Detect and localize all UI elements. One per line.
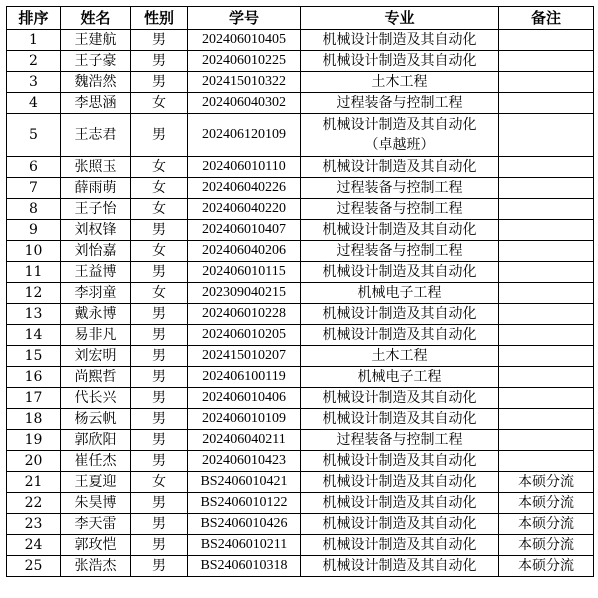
table-row bbox=[7, 304, 594, 325]
cell-name: 尚熙哲 bbox=[61, 367, 131, 388]
cell-major bbox=[301, 220, 499, 241]
cell-sex: 男 bbox=[131, 51, 188, 72]
major-line: 过程装备与控制工程 bbox=[336, 180, 463, 196]
cell-sex: 女 bbox=[131, 199, 188, 220]
cell-note: 本硕分流 bbox=[499, 535, 594, 556]
cell-note bbox=[499, 346, 594, 367]
cell-no: 23 bbox=[7, 514, 61, 535]
major-line: 机械设计制造及其自动化 bbox=[322, 306, 477, 322]
cell-sex: 女 bbox=[131, 241, 188, 262]
cell-major bbox=[301, 451, 499, 472]
major-line: 机械设计制造及其自动化 bbox=[322, 558, 477, 574]
cell-name: 刘权锋 bbox=[61, 220, 131, 241]
cell-no: 20 bbox=[7, 451, 61, 472]
cell-name: 薛雨萌 bbox=[61, 178, 131, 199]
cell-no: 24 bbox=[7, 535, 61, 556]
cell-sex: 男 bbox=[131, 346, 188, 367]
cell-major bbox=[301, 325, 499, 346]
cell-major bbox=[301, 556, 499, 577]
cell-name: 王志君 bbox=[61, 114, 131, 157]
cell-student-id: 202309040215 bbox=[188, 283, 301, 304]
table-row bbox=[7, 178, 594, 199]
cell-sex: 女 bbox=[131, 157, 188, 178]
cell-name: 李天雷 bbox=[61, 514, 131, 535]
table-row bbox=[7, 367, 594, 388]
student-list-table bbox=[6, 6, 594, 577]
student-list-table-container bbox=[6, 6, 594, 577]
table-row bbox=[7, 346, 594, 367]
cell-major bbox=[301, 283, 499, 304]
major-line: 机械设计制造及其自动化 bbox=[322, 117, 477, 133]
cell-name: 王子豪 bbox=[61, 51, 131, 72]
cell-sex: 男 bbox=[131, 409, 188, 430]
cell-major bbox=[301, 304, 499, 325]
cell-sex: 男 bbox=[131, 30, 188, 51]
major-line: 过程装备与控制工程 bbox=[336, 95, 463, 111]
cell-name: 代长兴 bbox=[61, 388, 131, 409]
cell-name: 王子怡 bbox=[61, 199, 131, 220]
cell-sex: 男 bbox=[131, 493, 188, 514]
cell-note bbox=[499, 451, 594, 472]
cell-name: 朱昊博 bbox=[61, 493, 131, 514]
table-row bbox=[7, 493, 594, 514]
cell-major bbox=[301, 199, 499, 220]
cell-note bbox=[499, 30, 594, 51]
cell-note bbox=[499, 325, 594, 346]
cell-major bbox=[301, 30, 499, 51]
header-student-id: 学号 bbox=[188, 7, 301, 30]
cell-student-id: 202406040206 bbox=[188, 241, 301, 262]
cell-name: 易非凡 bbox=[61, 325, 131, 346]
cell-no: 10 bbox=[7, 241, 61, 262]
cell-note bbox=[499, 304, 594, 325]
table-row bbox=[7, 93, 594, 114]
cell-student-id: 202406010423 bbox=[188, 451, 301, 472]
cell-sex: 女 bbox=[131, 472, 188, 493]
cell-note: 本硕分流 bbox=[499, 514, 594, 535]
cell-no: 3 bbox=[7, 72, 61, 93]
cell-note bbox=[499, 367, 594, 388]
cell-student-id: BS2406010318 bbox=[188, 556, 301, 577]
cell-student-id: 202406010406 bbox=[188, 388, 301, 409]
major-line: 机械电子工程 bbox=[357, 369, 442, 385]
cell-name: 刘宏明 bbox=[61, 346, 131, 367]
cell-note bbox=[499, 262, 594, 283]
table-row bbox=[7, 388, 594, 409]
cell-no: 19 bbox=[7, 430, 61, 451]
cell-major bbox=[301, 535, 499, 556]
table-row bbox=[7, 157, 594, 178]
cell-no: 7 bbox=[7, 178, 61, 199]
major-line: 机械设计制造及其自动化 bbox=[322, 453, 477, 469]
cell-name: 王建航 bbox=[61, 30, 131, 51]
cell-note bbox=[499, 409, 594, 430]
cell-sex: 男 bbox=[131, 220, 188, 241]
cell-name: 崔任杰 bbox=[61, 451, 131, 472]
cell-no: 5 bbox=[7, 114, 61, 157]
major-line: 土木工程 bbox=[371, 348, 428, 364]
cell-no: 21 bbox=[7, 472, 61, 493]
cell-student-id: 202406040220 bbox=[188, 199, 301, 220]
cell-no: 9 bbox=[7, 220, 61, 241]
header-note: 备注 bbox=[499, 7, 594, 30]
header-sex: 性别 bbox=[131, 7, 188, 30]
cell-no: 15 bbox=[7, 346, 61, 367]
cell-no: 18 bbox=[7, 409, 61, 430]
table-row bbox=[7, 325, 594, 346]
cell-major bbox=[301, 367, 499, 388]
major-line: 机械设计制造及其自动化 bbox=[322, 390, 477, 406]
cell-student-id: BS2406010426 bbox=[188, 514, 301, 535]
cell-note bbox=[499, 93, 594, 114]
major-line: 机械设计制造及其自动化 bbox=[322, 516, 477, 532]
cell-student-id: 202406100119 bbox=[188, 367, 301, 388]
major-line: 机械设计制造及其自动化 bbox=[322, 222, 477, 238]
header-row bbox=[7, 7, 594, 30]
cell-major bbox=[301, 93, 499, 114]
cell-note bbox=[499, 114, 594, 157]
cell-student-id: 202406010110 bbox=[188, 157, 301, 178]
cell-sex: 男 bbox=[131, 325, 188, 346]
cell-no: 22 bbox=[7, 493, 61, 514]
cell-name: 郭玫恺 bbox=[61, 535, 131, 556]
cell-major bbox=[301, 388, 499, 409]
cell-note: 本硕分流 bbox=[499, 493, 594, 514]
cell-sex: 男 bbox=[131, 514, 188, 535]
cell-sex: 男 bbox=[131, 367, 188, 388]
header-major: 专业 bbox=[301, 7, 499, 30]
cell-note bbox=[499, 430, 594, 451]
cell-sex: 男 bbox=[131, 535, 188, 556]
major-line: 机械设计制造及其自动化 bbox=[322, 495, 477, 511]
cell-sex: 女 bbox=[131, 93, 188, 114]
cell-name: 王益博 bbox=[61, 262, 131, 283]
cell-no: 11 bbox=[7, 262, 61, 283]
cell-student-id: BS2406010122 bbox=[188, 493, 301, 514]
table-row bbox=[7, 72, 594, 93]
major-line: 机械设计制造及其自动化 bbox=[322, 474, 477, 490]
cell-student-id: 202406040226 bbox=[188, 178, 301, 199]
cell-major bbox=[301, 493, 499, 514]
cell-student-id: 202415010207 bbox=[188, 346, 301, 367]
cell-name: 张浩杰 bbox=[61, 556, 131, 577]
cell-name: 张照玉 bbox=[61, 157, 131, 178]
cell-student-id: 202406010225 bbox=[188, 51, 301, 72]
cell-student-id: 202406010405 bbox=[188, 30, 301, 51]
cell-no: 14 bbox=[7, 325, 61, 346]
table-row bbox=[7, 430, 594, 451]
major-line: 土木工程 bbox=[371, 74, 428, 90]
cell-major bbox=[301, 72, 499, 93]
cell-major bbox=[301, 241, 499, 262]
cell-no: 25 bbox=[7, 556, 61, 577]
cell-name: 戴永博 bbox=[61, 304, 131, 325]
cell-student-id: 202406010228 bbox=[188, 304, 301, 325]
major-line: 机械设计制造及其自动化 bbox=[322, 32, 477, 48]
cell-note: 本硕分流 bbox=[499, 556, 594, 577]
cell-student-id: 202406010205 bbox=[188, 325, 301, 346]
header-name: 姓名 bbox=[61, 7, 131, 30]
cell-no: 6 bbox=[7, 157, 61, 178]
cell-student-id: BS2406010421 bbox=[188, 472, 301, 493]
cell-student-id: 202415010322 bbox=[188, 72, 301, 93]
table-row bbox=[7, 114, 594, 157]
cell-major bbox=[301, 346, 499, 367]
cell-note bbox=[499, 199, 594, 220]
cell-note bbox=[499, 178, 594, 199]
table-row bbox=[7, 556, 594, 577]
table-row bbox=[7, 262, 594, 283]
cell-note bbox=[499, 157, 594, 178]
cell-student-id: 202406010407 bbox=[188, 220, 301, 241]
cell-sex: 男 bbox=[131, 388, 188, 409]
cell-major bbox=[301, 262, 499, 283]
cell-sex: 女 bbox=[131, 178, 188, 199]
cell-no: 16 bbox=[7, 367, 61, 388]
cell-sex: 男 bbox=[131, 430, 188, 451]
cell-no: 17 bbox=[7, 388, 61, 409]
cell-major bbox=[301, 514, 499, 535]
cell-sex: 男 bbox=[131, 114, 188, 157]
table-row bbox=[7, 51, 594, 72]
cell-sex: 男 bbox=[131, 262, 188, 283]
cell-no: 13 bbox=[7, 304, 61, 325]
header-no: 排序 bbox=[7, 7, 61, 30]
cell-sex: 男 bbox=[131, 72, 188, 93]
cell-sex: 男 bbox=[131, 304, 188, 325]
table-row bbox=[7, 283, 594, 304]
cell-student-id: BS2406010211 bbox=[188, 535, 301, 556]
cell-sex: 男 bbox=[131, 556, 188, 577]
cell-major bbox=[301, 114, 499, 157]
table-row bbox=[7, 472, 594, 493]
cell-name: 魏浩然 bbox=[61, 72, 131, 93]
cell-note: 本硕分流 bbox=[499, 472, 594, 493]
major-line: 过程装备与控制工程 bbox=[336, 201, 463, 217]
cell-student-id: 202406010115 bbox=[188, 262, 301, 283]
cell-note bbox=[499, 388, 594, 409]
cell-name: 郭欣阳 bbox=[61, 430, 131, 451]
cell-major bbox=[301, 157, 499, 178]
cell-major bbox=[301, 430, 499, 451]
cell-name: 王夏迎 bbox=[61, 472, 131, 493]
cell-name: 李思涵 bbox=[61, 93, 131, 114]
table-row bbox=[7, 199, 594, 220]
major-line: 过程装备与控制工程 bbox=[336, 243, 463, 259]
major-line: （卓越班） bbox=[364, 137, 435, 153]
major-line: 机械设计制造及其自动化 bbox=[322, 327, 477, 343]
major-line: 过程装备与控制工程 bbox=[336, 432, 463, 448]
table-row bbox=[7, 409, 594, 430]
table-row bbox=[7, 220, 594, 241]
cell-note bbox=[499, 72, 594, 93]
cell-major bbox=[301, 51, 499, 72]
cell-no: 1 bbox=[7, 30, 61, 51]
cell-note bbox=[499, 283, 594, 304]
major-line: 机械电子工程 bbox=[357, 285, 442, 301]
cell-name: 李羽童 bbox=[61, 283, 131, 304]
cell-student-id: 202406040302 bbox=[188, 93, 301, 114]
cell-sex: 男 bbox=[131, 451, 188, 472]
cell-major bbox=[301, 472, 499, 493]
cell-sex: 女 bbox=[131, 283, 188, 304]
cell-student-id: 202406120109 bbox=[188, 114, 301, 157]
table-row bbox=[7, 514, 594, 535]
cell-no: 8 bbox=[7, 199, 61, 220]
table-body bbox=[7, 30, 594, 577]
major-line: 机械设计制造及其自动化 bbox=[322, 537, 477, 553]
cell-no: 12 bbox=[7, 283, 61, 304]
table-row bbox=[7, 451, 594, 472]
cell-student-id: 202406010109 bbox=[188, 409, 301, 430]
cell-note bbox=[499, 220, 594, 241]
major-line: 机械设计制造及其自动化 bbox=[322, 411, 477, 427]
table-row bbox=[7, 30, 594, 51]
major-line: 机械设计制造及其自动化 bbox=[322, 264, 477, 280]
table-header bbox=[7, 7, 594, 30]
cell-major bbox=[301, 178, 499, 199]
cell-no: 2 bbox=[7, 51, 61, 72]
cell-student-id: 202406040211 bbox=[188, 430, 301, 451]
cell-note bbox=[499, 51, 594, 72]
major-line: 机械设计制造及其自动化 bbox=[322, 159, 477, 175]
major-line: 机械设计制造及其自动化 bbox=[322, 53, 477, 69]
table-row bbox=[7, 241, 594, 262]
cell-major bbox=[301, 409, 499, 430]
cell-note bbox=[499, 241, 594, 262]
cell-name: 刘怡嘉 bbox=[61, 241, 131, 262]
cell-no: 4 bbox=[7, 93, 61, 114]
cell-name: 杨云帆 bbox=[61, 409, 131, 430]
table-row bbox=[7, 535, 594, 556]
